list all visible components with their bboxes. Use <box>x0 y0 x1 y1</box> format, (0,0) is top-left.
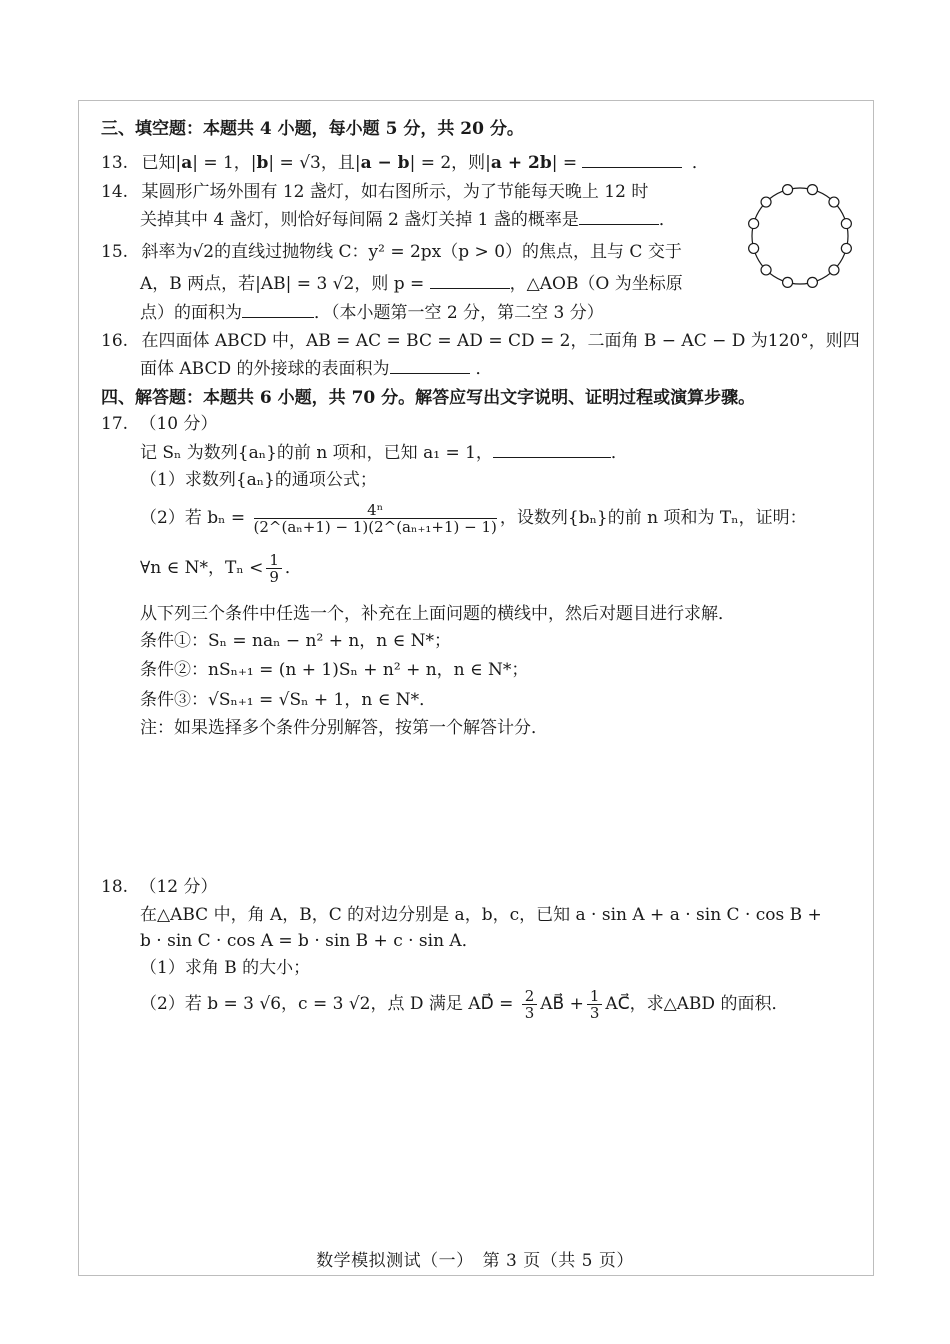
q17-condition-2: 条件②：nSₙ₊₁ = (n + 1)Sₙ + n² + n，n ∈ N*； <box>140 660 529 680</box>
section-4-header: 四、解答题：本题共 6 小题，共 70 分。解答应写出文字说明、证明过程或演算步骤。 <box>101 388 756 408</box>
lamp-dot <box>783 185 793 195</box>
q13-text: | = 1，| <box>192 153 257 173</box>
lamp-ring-svg <box>742 178 858 294</box>
q18-fraction-2-denominator: 3 <box>589 1004 600 1022</box>
q17-text: 记 Sₙ 为数列{aₙ}的前 n 项和，已知 a₁ = 1， <box>140 443 493 463</box>
q16-number: 16. <box>101 331 129 351</box>
question-17-header <box>101 413 218 435</box>
q18-text: （2）若 b = 3 √6，c = 3 √2，点 D 满足 AD⃗ = <box>140 994 519 1014</box>
q17-note: 注：如果选择多个条件分别解答，按第一个解答计分． <box>140 718 548 738</box>
q13-text: | = 2，则| <box>409 153 491 173</box>
q18-fraction-2-numerator: 1 <box>587 988 603 1005</box>
q17-number: 17. <box>101 414 129 434</box>
question-16-line-2 <box>140 358 493 380</box>
q15-text: ．（本小题第一空 2 分，第二空 3 分） <box>314 303 604 323</box>
q13-end: ． <box>691 153 709 173</box>
q14-text: 关掉其中 4 盏灯，则恰好每间隔 2 盏灯关掉 1 盏的概率是 <box>140 210 579 230</box>
lamp-dot <box>749 243 759 253</box>
q17-fraction <box>254 502 497 535</box>
question-15-line-3 <box>140 302 604 324</box>
q18-score: （12 分） <box>139 877 218 897</box>
question-13 <box>101 152 709 174</box>
lamp-dot <box>749 219 759 229</box>
lamp-dot <box>829 197 839 207</box>
q17-text: ，设数列{bₙ}的前 n 项和为 Tₙ，证明： <box>499 508 807 528</box>
q14-number: 14. <box>101 182 129 202</box>
q15-text: A，B 两点，若|AB| = 3 √2，则 p = <box>140 274 430 294</box>
q17-condition-1: 条件①：Sₙ = naₙ − n² + n，n ∈ N*； <box>140 631 452 651</box>
q17-part-2-cont <box>140 550 302 586</box>
lamp-dot <box>807 185 817 195</box>
lamp-dot <box>783 277 793 287</box>
q18-fraction-1 <box>522 988 538 1021</box>
q17-end: ． <box>284 558 302 578</box>
lamp-dot <box>841 243 851 253</box>
q18-part-2 <box>140 986 788 1022</box>
lamp-dot <box>841 219 851 229</box>
q13-text: 已知| <box>141 153 182 173</box>
lamp-dot <box>761 265 771 275</box>
q15-text: 点）的面积为 <box>140 303 242 323</box>
q13-vec-a: a <box>181 153 193 173</box>
q17-end: ． <box>610 443 628 463</box>
question-14-line-2 <box>140 209 676 231</box>
q18-number: 18. <box>101 877 129 897</box>
q17-fraction-2-numerator: 1 <box>266 552 282 569</box>
q17-fraction-2 <box>266 552 282 585</box>
q17-part-1: （1）求数列{aₙ}的通项公式； <box>140 470 377 490</box>
question-15-line-1 <box>101 241 682 263</box>
q15-answer-blank-2 <box>242 303 314 318</box>
q17-fraction-denominator: (2^(aₙ+1) − 1)(2^(aₙ₊₁+1) − 1) <box>253 518 497 536</box>
q18-line-2: b · sin C · cos A = b · sin B + c · sin A． <box>140 931 479 951</box>
q17-part-2 <box>140 500 807 536</box>
q13-text: | = <box>551 153 583 173</box>
q13-vec-b: b <box>256 153 269 173</box>
q13-number: 13. <box>101 153 129 173</box>
q15-number: 15. <box>101 242 129 262</box>
q16-answer-blank <box>390 359 470 374</box>
question-16-line-1 <box>101 330 860 352</box>
q17-line-1 <box>140 442 628 464</box>
question-15-line-2 <box>140 273 683 295</box>
q18-part-1: （1）求角 B 的大小； <box>140 958 311 978</box>
q15-text: 斜率为√2的直线过抛物线 C：y² = 2px（p > 0）的焦点，且与 C 交于 <box>141 242 682 262</box>
lamp-dot <box>829 265 839 275</box>
q17-condition-blank <box>493 443 611 458</box>
q16-end: ． <box>475 359 493 379</box>
q13-answer-blank <box>582 153 682 168</box>
q13-expr: a + 2b <box>490 153 552 173</box>
q13-text: | = √3，且| <box>268 153 361 173</box>
question-18-header <box>101 876 218 898</box>
q13-expr: a − b <box>360 153 410 173</box>
q18-text: AB⃗ + <box>540 994 584 1014</box>
q15-answer-blank-1 <box>430 274 510 289</box>
lamp-dot <box>761 197 771 207</box>
q17-condition-3: 条件③：√Sₙ₊₁ = √Sₙ + 1，n ∈ N*． <box>140 690 437 710</box>
q18-fraction-1-denominator: 3 <box>524 1004 535 1022</box>
q16-text: 在四面体 ABCD 中，AB = AC = BC = AD = CD = 2，二面角 B − AC − D 为120°，则四 <box>141 331 860 351</box>
q16-text: 面体 ABCD 的外接球的表面积为 <box>140 359 390 379</box>
section-3-header: 三、填空题：本题共 4 小题，每小题 5 分，共 20 分。 <box>101 119 524 139</box>
page-footer: 数学模拟测试（一） 第 3 页（共 5 页） <box>316 1251 634 1271</box>
q17-instruction: 从下列三个条件中任选一个，补充在上面问题的横线中，然后对题目进行求解． <box>140 604 735 624</box>
q17-fraction-2-denominator: 9 <box>269 568 279 586</box>
q17-text: （2）若 bₙ = <box>140 508 251 528</box>
q18-text: AC⃗，求△ABD 的面积． <box>605 994 789 1014</box>
question-14-line-1 <box>101 181 648 203</box>
q15-text: ，△AOB（O 为坐标原 <box>509 274 683 294</box>
q14-text: 某圆形广场外围有 12 盏灯，如右图所示，为了节能每天晚上 12 时 <box>141 182 649 202</box>
q18-line-1: 在△ABC 中，角 A，B，C 的对边分别是 a，b，c，已知 a · sin A + a · sin C · cos B + <box>140 905 822 925</box>
q14-end: ． <box>658 210 676 230</box>
lamp-group <box>749 185 852 288</box>
q14-answer-blank <box>579 210 659 225</box>
q18-fraction-1-numerator: 2 <box>522 988 538 1005</box>
q17-fraction-numerator: 4ⁿ <box>254 502 497 519</box>
q17-text: ∀n ∈ N*，Tₙ < <box>140 558 264 578</box>
lamp-dot <box>807 277 817 287</box>
q17-score: （10 分） <box>139 414 218 434</box>
q18-fraction-2 <box>587 988 603 1021</box>
